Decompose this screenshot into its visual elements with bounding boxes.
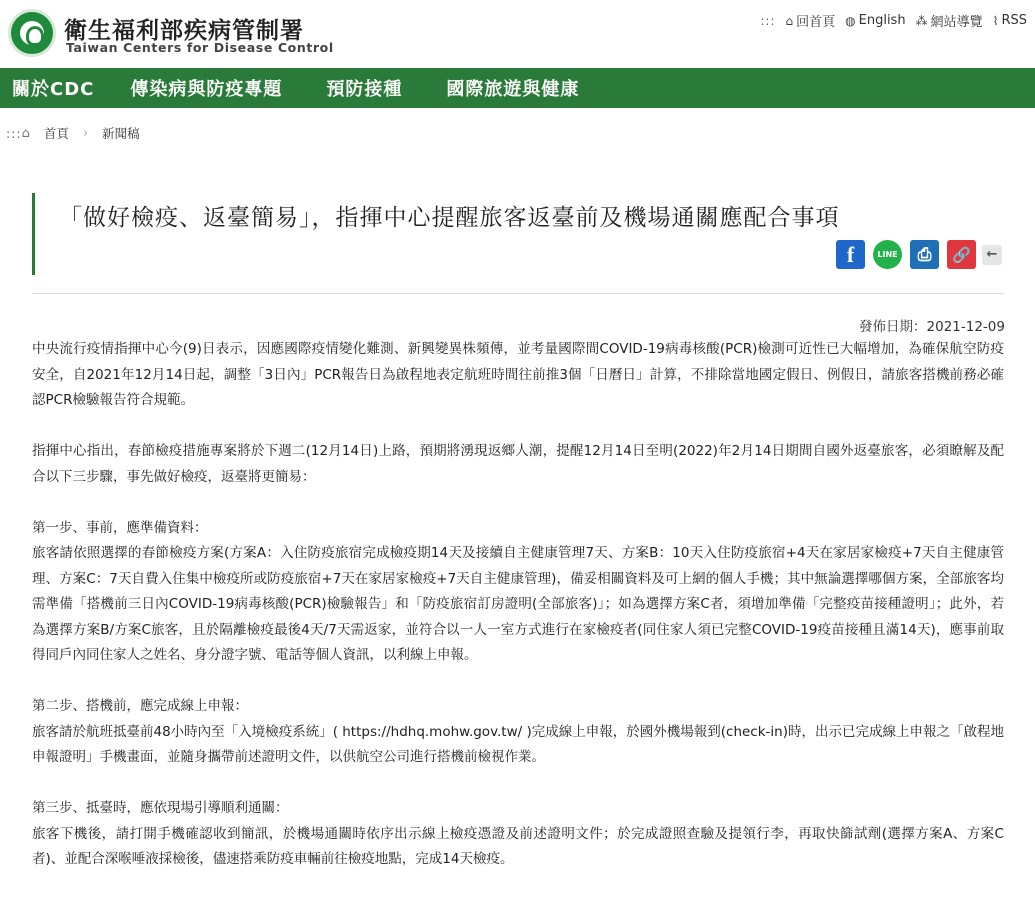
breadcrumb-home[interactable]: 首頁 bbox=[43, 126, 69, 141]
sitemap-link[interactable] bbox=[916, 11, 983, 30]
cdc-logo[interactable] bbox=[8, 9, 56, 57]
english-link[interactable] bbox=[845, 13, 905, 28]
rss-link-label: RSS bbox=[1001, 13, 1027, 28]
facebook-icon: f bbox=[846, 241, 855, 267]
rss-link[interactable] bbox=[993, 13, 1027, 28]
nav-item-vaccination[interactable]: 預防接種 bbox=[326, 79, 403, 100]
article-body bbox=[32, 337, 1004, 898]
share-toolbar bbox=[828, 240, 1002, 269]
nav-item-travel-health[interactable]: 國際旅遊與健康 bbox=[446, 79, 580, 100]
home-icon: ⌂ bbox=[21, 125, 30, 141]
copy-link-button[interactable] bbox=[947, 240, 976, 269]
step2-title: 第二步、搭機前，應完成線上申報： bbox=[32, 698, 248, 714]
sitemap-link-label: 網站導覽 bbox=[930, 15, 983, 30]
org-name-en[interactable]: Taiwan Centers for Disease Control bbox=[66, 40, 334, 55]
print-icon: ⎙ bbox=[917, 244, 932, 265]
rss-icon: ⌇ bbox=[992, 13, 999, 28]
breadcrumb-current[interactable]: 新聞稿 bbox=[102, 126, 140, 141]
paragraph-1: 中央流行疫情指揮中心今(9)日表示，因應國際疫情變化難測、新興變異株頻傳，並考量國際間COVID-19病毒核酸(PCR)檢測可近性已大幅增加，為確保航空防疫安全，自2021年12月14日起，調整「3日內」PCR報告日為啟程地表定航班時間往前推3個「日曆日」計算，不排除當地國定假日、例假日，請旅客搭機前務必確認PCR檢驗報告符合規範。 bbox=[32, 341, 1004, 408]
divider bbox=[32, 293, 1004, 294]
nav-item-diseases[interactable]: 傳染病與防疫專題 bbox=[130, 79, 283, 100]
print-button[interactable] bbox=[910, 240, 939, 269]
step3-body: 旅客下機後，請打開手機確認收到簡訊，於機場通關時依序出示線上檢疫憑證及前述證明文件；於完成證照查驗及提領行李，再取快篩試劑(選擇方案A、方案C者)、並配合深喉唾液採檢後，儘速搭乘防疫車輛前往檢疫地點，完成14天檢疫。 bbox=[32, 825, 1004, 867]
chevron-right-icon: › bbox=[82, 125, 89, 141]
org-name[interactable]: 衛生福利部疾病管制署 bbox=[64, 18, 304, 44]
back-button[interactable] bbox=[982, 245, 1002, 265]
site-header bbox=[0, 0, 1035, 68]
page-title: 「做好檢疫、返臺簡易」，指揮中心提醒旅客返臺前及機場通關應配合事項 bbox=[59, 205, 840, 231]
top-links bbox=[760, 11, 1027, 30]
nav-item-about[interactable]: 關於CDC bbox=[12, 79, 95, 100]
sitemap-icon: ⁂ bbox=[915, 13, 928, 28]
line-share-button[interactable] bbox=[873, 240, 902, 269]
step1-title: 第一步、事前，應準備資料： bbox=[32, 519, 208, 536]
step3-title: 第三步、抵臺時，應依現場引導順利通關： bbox=[32, 800, 289, 816]
publish-date: 發佈日期：2021-12-09 bbox=[859, 319, 1005, 335]
step1-body: 旅客請依照選擇的春節檢疫方案(方案A：入住防疫旅宿完成檢疫期14天及接續自主健康管理7天、方案B：10天入住防疫旅宿+4天在家居家檢疫+7天自主健康管理、方案C：7天自費入住集中檢疫所或防疫旅宿+7天在家居家檢疫+7天自主健康管理)，備妥相關資料及可上網的個人手機；其中無論選擇哪個方案，全部旅客均需準備「搭機前三日內COVID-19病毒核酸(PCR)檢驗報告」和「防疫旅宿訂房證明(全部旅客)」；如為選擇方案C者，須增加準備「完整疫苗接種證明」；此外，若為選擇方案B/方案C旅客，且於隔離檢疫最後4天/7天需返家，並符合以一人一室方式進行在家檢疫者(同住家人須已完整COVID-19疫苗接種且滿14天)，應事前取得同戶內同住家人之姓名、身分證字號、電話等個人資訊，以利線上申報。 bbox=[32, 545, 1004, 663]
step2-body: 旅客請於航班抵臺前48小時內至「入境檢疫系統」( https://hdhq.mohw.gov.tw/ )完成線上申報，於國外機場報到(check-in)時，出示已完成線上申報之「啟程地申報證明」手機畫面，並隨身攜帶前述證明文件，以供航空公司進行搭機前檢視作業。 bbox=[32, 723, 1004, 765]
link-icon: 🔗 bbox=[952, 245, 971, 264]
globe-icon: ◍ bbox=[845, 13, 856, 28]
paragraph-2: 指揮中心指出，春節檢疫措施專案將於下週二(12月14日)上路，預期將湧現返鄉人潮，提醒12月14日至明(2022)年2月14日期間自國外返臺旅客，必須瞭解及配合以下三步驟，事先做好檢疫，返臺將更簡易： bbox=[32, 443, 1004, 485]
article-title-block bbox=[32, 193, 1002, 275]
home-icon: ⌂ bbox=[785, 13, 794, 28]
accesskey-dots[interactable]: ::: bbox=[760, 13, 776, 28]
facebook-share-button[interactable] bbox=[836, 240, 865, 269]
breadcrumb bbox=[6, 124, 140, 142]
breadcrumb-dots: ::: bbox=[6, 125, 22, 141]
english-link-label: English bbox=[858, 13, 906, 28]
arrow-left-icon: ← bbox=[986, 247, 998, 262]
home-link-label: 回首頁 bbox=[796, 15, 836, 30]
home-link[interactable] bbox=[786, 11, 836, 30]
main-nav bbox=[0, 68, 1035, 108]
line-icon: LINE bbox=[877, 250, 898, 259]
